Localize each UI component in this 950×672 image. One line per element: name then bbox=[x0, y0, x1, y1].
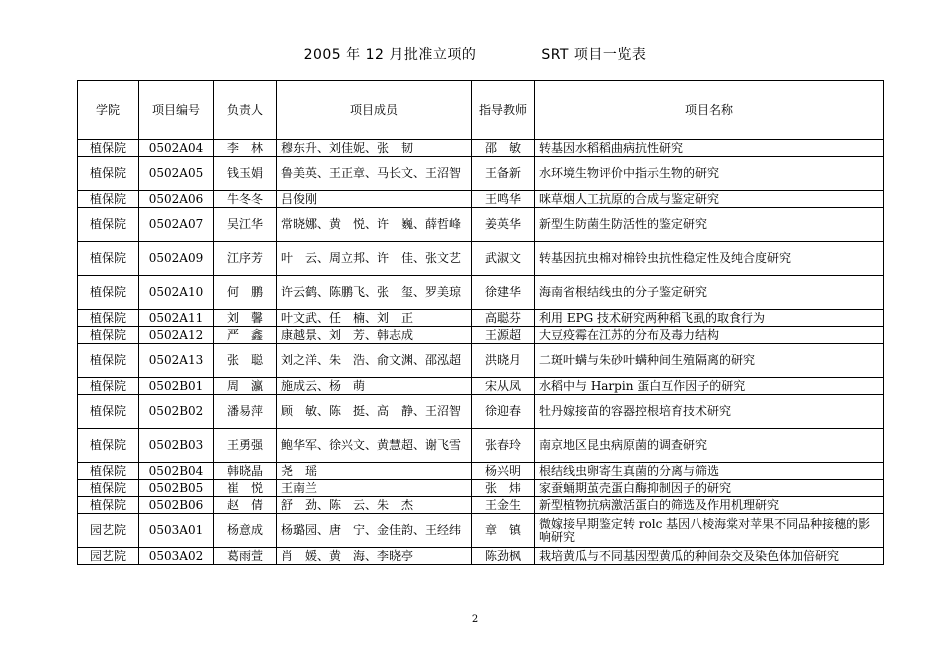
cell-leader: 崔 悦 bbox=[214, 480, 277, 497]
cell-members: 刘之洋、朱 浩、俞文渊、邵泓超 bbox=[277, 344, 472, 378]
cell-college: 植保院 bbox=[78, 429, 139, 463]
cell-leader: 张 聪 bbox=[214, 344, 277, 378]
header-members: 项目成员 bbox=[277, 81, 472, 140]
table-row bbox=[78, 429, 884, 463]
cell-project-name: 微嫁接早期鉴定转 rolc 基因八棱海棠对苹果不同品种接穗的影响研究 bbox=[535, 514, 884, 548]
cell-leader: 吴江华 bbox=[214, 208, 277, 242]
cell-college: 植保院 bbox=[78, 276, 139, 310]
srt-project-table bbox=[77, 80, 884, 565]
cell-project-name: 栽培黄瓜与不同基因型黄瓜的种间杂交及染色体加倍研究 bbox=[535, 548, 884, 565]
cell-leader: 李 林 bbox=[214, 140, 277, 157]
cell-advisor: 王鸣华 bbox=[472, 191, 535, 208]
cell-project-name: 家蚕蛹期茧壳蛋白酶抑制因子的研究 bbox=[535, 480, 884, 497]
cell-advisor: 王源超 bbox=[472, 327, 535, 344]
table-row bbox=[78, 157, 884, 191]
cell-project-id: 0502A10 bbox=[139, 276, 214, 310]
cell-project-name: 二斑叶螨与朱砂叶螨种间生殖隔离的研究 bbox=[535, 344, 884, 378]
cell-college: 植保院 bbox=[78, 242, 139, 276]
cell-project-id: 0503A02 bbox=[139, 548, 214, 565]
page-number: 2 bbox=[471, 614, 479, 625]
cell-leader: 周 瀛 bbox=[214, 378, 277, 395]
cell-advisor: 章 镇 bbox=[472, 514, 535, 548]
cell-college: 植保院 bbox=[78, 140, 139, 157]
cell-members: 尧 瑶 bbox=[277, 463, 472, 480]
cell-advisor: 陈劲枫 bbox=[472, 548, 535, 565]
table-header-row bbox=[78, 81, 884, 140]
header-advisor: 指导教师 bbox=[472, 81, 535, 140]
cell-leader: 王勇强 bbox=[214, 429, 277, 463]
cell-members: 鲍华军、徐兴文、黄慧超、谢飞雪 bbox=[277, 429, 472, 463]
cell-project-name: 牡丹嫁接苗的容器控根培育技术研究 bbox=[535, 395, 884, 429]
cell-leader: 江序芳 bbox=[214, 242, 277, 276]
cell-advisor: 王金生 bbox=[472, 497, 535, 514]
table-row bbox=[78, 242, 884, 276]
title-part-2: SRT 项目一览表 bbox=[541, 47, 647, 63]
cell-advisor: 宋从凤 bbox=[472, 378, 535, 395]
cell-project-id: 0502A09 bbox=[139, 242, 214, 276]
cell-project-name: 水环境生物评价中指示生物的研究 bbox=[535, 157, 884, 191]
cell-project-name: 利用 EPG 技术研究两种稻飞虱的取食行为 bbox=[535, 310, 884, 327]
table-row bbox=[78, 497, 884, 514]
cell-advisor: 徐迎春 bbox=[472, 395, 535, 429]
table-row bbox=[78, 344, 884, 378]
cell-college: 植保院 bbox=[78, 157, 139, 191]
cell-project-id: 0502A04 bbox=[139, 140, 214, 157]
cell-members: 杨璐园、唐 宁、金佳韵、王经纬 bbox=[277, 514, 472, 548]
cell-project-name: 根结线虫卵寄生真菌的分离与筛选 bbox=[535, 463, 884, 480]
header-college: 学院 bbox=[78, 81, 139, 140]
cell-college: 植保院 bbox=[78, 463, 139, 480]
table-row bbox=[78, 463, 884, 480]
cell-advisor: 张 炜 bbox=[472, 480, 535, 497]
cell-advisor: 姜英华 bbox=[472, 208, 535, 242]
table-row bbox=[78, 327, 884, 344]
title-part-1: 2005 年 12 月批准立项的 bbox=[303, 47, 477, 63]
cell-advisor: 邵 敏 bbox=[472, 140, 535, 157]
table-row bbox=[78, 395, 884, 429]
table-row bbox=[78, 140, 884, 157]
cell-college: 植保院 bbox=[78, 378, 139, 395]
cell-members: 许云鹤、陈鹏飞、张 玺、罗美琼 bbox=[277, 276, 472, 310]
page-title bbox=[0, 44, 950, 64]
cell-members: 穆东升、刘佳妮、张 韧 bbox=[277, 140, 472, 157]
cell-college: 植保院 bbox=[78, 327, 139, 344]
cell-project-id: 0502A05 bbox=[139, 157, 214, 191]
cell-leader: 韩晓晶 bbox=[214, 463, 277, 480]
cell-members: 常晓娜、黄 悦、许 巍、薛哲峰 bbox=[277, 208, 472, 242]
cell-leader: 牛冬冬 bbox=[214, 191, 277, 208]
header-leader: 负责人 bbox=[214, 81, 277, 140]
cell-leader: 何 鹏 bbox=[214, 276, 277, 310]
cell-college: 园艺院 bbox=[78, 548, 139, 565]
cell-college: 植保院 bbox=[78, 310, 139, 327]
cell-college: 植保院 bbox=[78, 497, 139, 514]
cell-leader: 杨意成 bbox=[214, 514, 277, 548]
cell-project-id: 0502B04 bbox=[139, 463, 214, 480]
cell-members: 顾 敏、陈 挺、高 静、王沼智 bbox=[277, 395, 472, 429]
cell-project-name: 新型生防菌生防活性的鉴定研究 bbox=[535, 208, 884, 242]
cell-advisor: 武淑文 bbox=[472, 242, 535, 276]
cell-leader: 严 鑫 bbox=[214, 327, 277, 344]
cell-project-id: 0502A12 bbox=[139, 327, 214, 344]
table-row bbox=[78, 208, 884, 242]
cell-college: 植保院 bbox=[78, 480, 139, 497]
cell-project-name: 咪草烟人工抗原的合成与鉴定研究 bbox=[535, 191, 884, 208]
cell-advisor: 王备新 bbox=[472, 157, 535, 191]
cell-members: 鲁美英、王正章、马长文、王沼智 bbox=[277, 157, 472, 191]
cell-advisor: 徐建华 bbox=[472, 276, 535, 310]
header-project-id: 项目编号 bbox=[139, 81, 214, 140]
cell-leader: 刘 馨 bbox=[214, 310, 277, 327]
cell-project-name: 新型植物抗病激活蛋白的筛选及作用机理研究 bbox=[535, 497, 884, 514]
cell-project-id: 0502A13 bbox=[139, 344, 214, 378]
cell-members: 肖 媛、黄 海、李晓亭 bbox=[277, 548, 472, 565]
cell-project-id: 0502A11 bbox=[139, 310, 214, 327]
table-row bbox=[78, 276, 884, 310]
table-row bbox=[78, 378, 884, 395]
cell-project-name: 南京地区昆虫病原菌的调查研究 bbox=[535, 429, 884, 463]
cell-project-id: 0502B06 bbox=[139, 497, 214, 514]
cell-project-id: 0503A01 bbox=[139, 514, 214, 548]
cell-project-name: 大豆疫霉在江苏的分布及毒力结构 bbox=[535, 327, 884, 344]
cell-project-name: 海南省根结线虫的分子鉴定研究 bbox=[535, 276, 884, 310]
cell-project-name: 转基因水稻稻曲病抗性研究 bbox=[535, 140, 884, 157]
cell-project-id: 0502B01 bbox=[139, 378, 214, 395]
cell-advisor: 洪晓月 bbox=[472, 344, 535, 378]
cell-advisor: 杨兴明 bbox=[472, 463, 535, 480]
cell-college: 植保院 bbox=[78, 344, 139, 378]
cell-project-id: 0502A07 bbox=[139, 208, 214, 242]
cell-advisor: 张春玲 bbox=[472, 429, 535, 463]
table-row bbox=[78, 310, 884, 327]
cell-members: 王南兰 bbox=[277, 480, 472, 497]
cell-leader: 赵 倩 bbox=[214, 497, 277, 514]
cell-members: 叶 云、周立邦、许 佳、张文艺 bbox=[277, 242, 472, 276]
cell-leader: 葛雨萱 bbox=[214, 548, 277, 565]
cell-leader: 钱玉娟 bbox=[214, 157, 277, 191]
cell-members: 施成云、杨 萌 bbox=[277, 378, 472, 395]
cell-advisor: 高聪芬 bbox=[472, 310, 535, 327]
table-row bbox=[78, 191, 884, 208]
cell-college: 植保院 bbox=[78, 395, 139, 429]
table-row bbox=[78, 480, 884, 497]
table-row bbox=[78, 514, 884, 548]
cell-project-id: 0502A06 bbox=[139, 191, 214, 208]
cell-members: 吕俊刚 bbox=[277, 191, 472, 208]
cell-college: 植保院 bbox=[78, 191, 139, 208]
cell-leader: 潘易萍 bbox=[214, 395, 277, 429]
cell-members: 舒 劲、陈 云、朱 杰 bbox=[277, 497, 472, 514]
cell-project-id: 0502B03 bbox=[139, 429, 214, 463]
cell-members: 叶文武、任 楠、刘 正 bbox=[277, 310, 472, 327]
cell-project-id: 0502B05 bbox=[139, 480, 214, 497]
cell-project-name: 转基因抗虫棉对棉铃虫抗性稳定性及纯合度研究 bbox=[535, 242, 884, 276]
cell-project-id: 0502B02 bbox=[139, 395, 214, 429]
header-project-name: 项目名称 bbox=[535, 81, 884, 140]
cell-project-name: 水稻中与 Harpin 蛋白互作因子的研究 bbox=[535, 378, 884, 395]
cell-college: 植保院 bbox=[78, 208, 139, 242]
cell-members: 康越景、刘 芳、韩志成 bbox=[277, 327, 472, 344]
table-row bbox=[78, 548, 884, 565]
cell-college: 园艺院 bbox=[78, 514, 139, 548]
